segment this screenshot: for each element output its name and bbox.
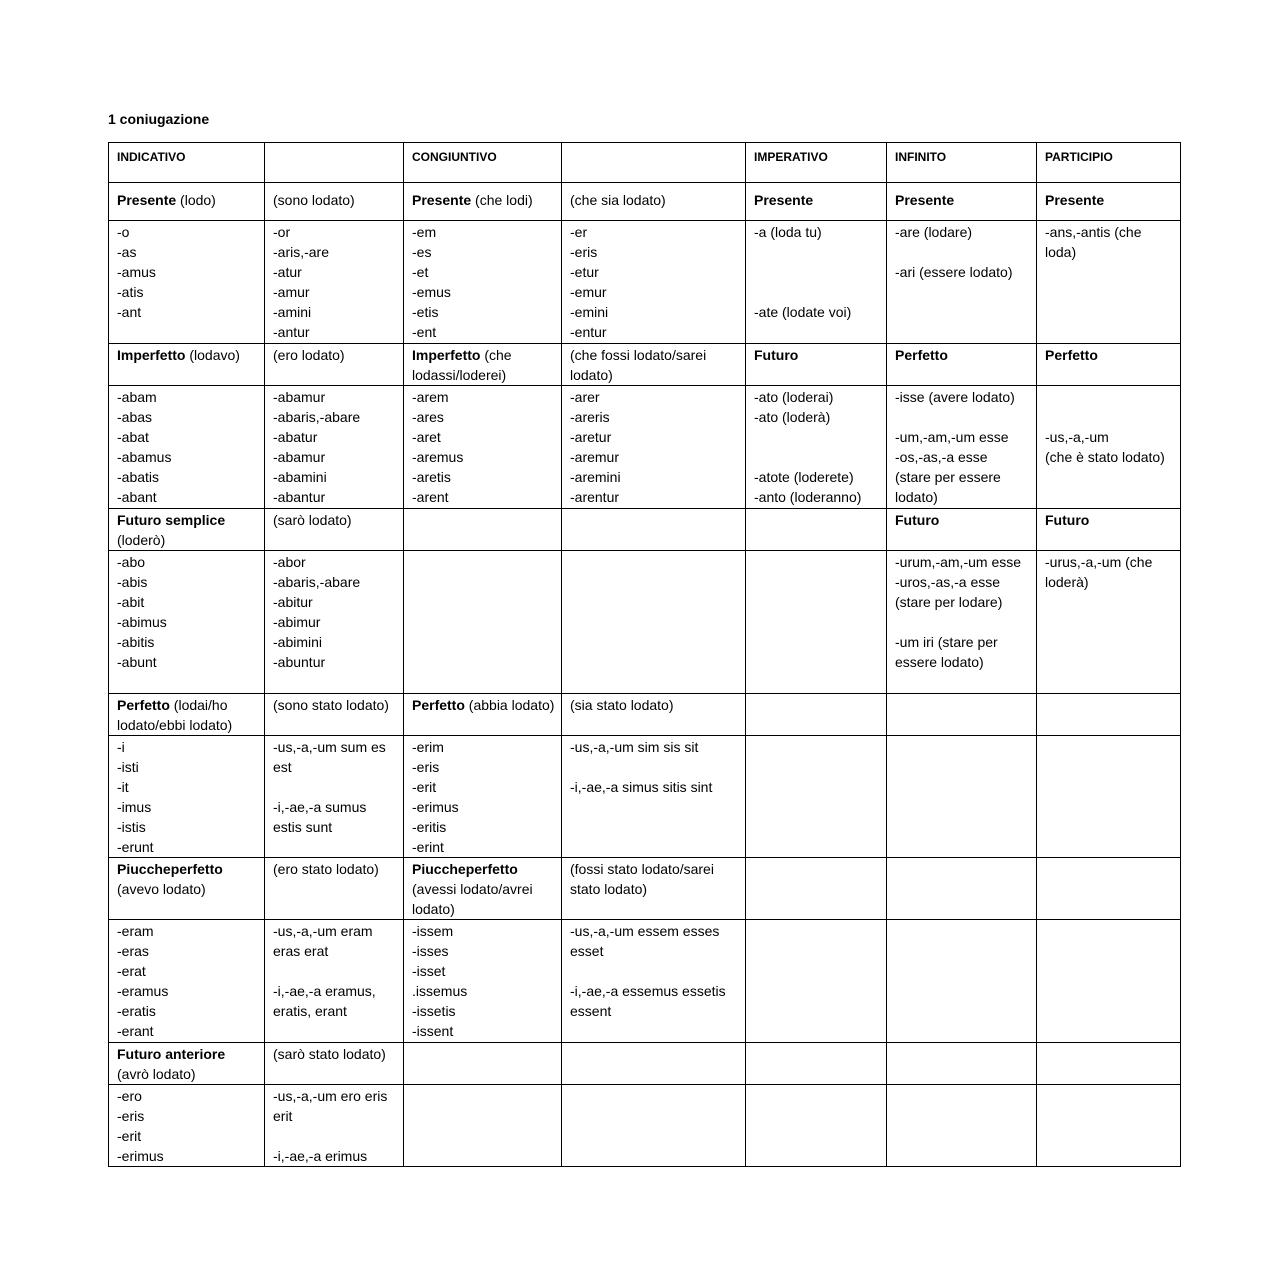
header-infinito: INFINITO — [895, 150, 947, 164]
tense-forms-row-piuccheperfetto — [109, 920, 1181, 1043]
tense-forms-row-futuro — [109, 551, 1181, 694]
tense-label-cell — [1037, 183, 1181, 221]
endings-cell — [1037, 1085, 1181, 1167]
tense-label-row-piuccheperfetto — [109, 858, 1181, 920]
tense-label-cell — [404, 858, 562, 920]
endings-cell — [887, 736, 1037, 858]
tense-name: Futuro — [895, 512, 940, 528]
endings-cell: -abor -abaris,-abare -abitur -abimur -abimini -abuntur — [265, 551, 404, 694]
endings-cell — [746, 920, 887, 1043]
tense-translation: (lodo) — [176, 192, 216, 208]
tense-label-cell — [887, 509, 1037, 551]
tense-label-cell — [404, 183, 562, 221]
tense-label-cell — [109, 858, 265, 920]
endings-cell — [1037, 920, 1181, 1043]
header-imperativo: IMPERATIVO — [754, 150, 828, 164]
tense-name: Presente — [1045, 192, 1105, 208]
tense-translation: (ero stato lodato) — [273, 861, 379, 877]
tense-label-cell — [562, 694, 746, 736]
tense-translation: (sarò stato lodato) — [273, 1046, 386, 1062]
tense-translation: (sarò lodato) — [273, 512, 352, 528]
header-congiuntivo: CONGIUNTIVO — [412, 150, 497, 164]
endings-cell: -ans,-antis (che loda) — [1037, 221, 1181, 344]
endings-cell: -urum,-am,-um esse -uros,-as,-a esse (stare per lodare) -um iri (stare per essere lodato) — [887, 551, 1037, 694]
tense-translation: (lodavo) — [185, 347, 240, 363]
tense-label-row-presente — [109, 183, 1181, 221]
tense-label-cell — [887, 694, 1037, 736]
tense-label-row-futuro-anteriore — [109, 1043, 1181, 1085]
endings-cell: -arer -areris -aretur -aremur -aremini -arentur — [562, 386, 746, 509]
tense-label-cell — [562, 183, 746, 221]
tense-name: Presente — [117, 192, 177, 208]
endings-cell: -or -aris,-are -atur -amur -amini -antur — [265, 221, 404, 344]
tense-label-cell — [746, 509, 887, 551]
endings-cell: -i -isti -it -imus -istis -erunt — [109, 736, 265, 858]
tense-label-cell — [265, 1043, 404, 1085]
tense-label-cell — [887, 344, 1037, 386]
endings-cell: -eram -eras -erat -eramus -eratis -erant — [109, 920, 265, 1043]
document-title: 1 coniugazione — [108, 111, 210, 127]
tense-name: Futuro — [754, 347, 799, 363]
endings-cell — [746, 1085, 887, 1167]
header-cell — [109, 143, 265, 183]
tense-label-cell — [562, 858, 746, 920]
tense-label-row-perfetto — [109, 694, 1181, 736]
tense-label-cell — [1037, 509, 1181, 551]
tense-label-cell — [109, 344, 265, 386]
table-body — [109, 143, 1181, 1167]
endings-cell — [562, 1085, 746, 1167]
tense-translation: (che lodi) — [471, 192, 533, 208]
endings-cell — [562, 551, 746, 694]
tense-label-cell — [1037, 858, 1181, 920]
tense-label-cell — [746, 183, 887, 221]
endings-cell: -us,-a,-um sum es est -i,-ae,-a sumus estis sunt — [265, 736, 404, 858]
header-cell — [404, 143, 562, 183]
endings-cell: -abo -abis -abit -abimus -abitis -abunt — [109, 551, 265, 694]
tense-translation: (fossi stato lodato/sarei stato lodato) — [570, 861, 714, 897]
endings-cell: -abamur -abaris,-abare -abatur -abamur -abamini -abantur — [265, 386, 404, 509]
endings-cell — [887, 1085, 1037, 1167]
tense-label-cell — [746, 344, 887, 386]
endings-cell: -us,-a,-um eram eras erat -i,-ae,-a eramus, eratis, erant — [265, 920, 404, 1043]
tense-name: Presente — [895, 192, 955, 208]
tense-label-cell — [1037, 1043, 1181, 1085]
tense-label-cell — [265, 509, 404, 551]
tense-label-cell — [746, 694, 887, 736]
tense-label-cell — [109, 509, 265, 551]
tense-translation: (avevo lodato) — [117, 881, 206, 897]
tense-label-cell — [887, 183, 1037, 221]
tense-label-cell — [1037, 344, 1181, 386]
endings-cell: -o -as -amus -atis -ant — [109, 221, 265, 344]
tense-translation: (sia stato lodato) — [570, 697, 674, 713]
header-cell — [265, 143, 404, 183]
tense-forms-row-futuro-anteriore — [109, 1085, 1181, 1167]
tense-name: Futuro anteriore — [117, 1046, 226, 1062]
header-cell — [562, 143, 746, 183]
tense-name: Piuccheperfetto — [412, 861, 518, 877]
tense-label-row-futuro — [109, 509, 1181, 551]
tense-forms-row-perfetto — [109, 736, 1181, 858]
endings-cell — [746, 736, 887, 858]
tense-label-cell — [746, 1043, 887, 1085]
tense-name: Futuro — [1045, 512, 1090, 528]
tense-label-cell — [265, 344, 404, 386]
endings-cell: -us,-a,-um essem esses esset -i,-ae,-a essemus essetis essent — [562, 920, 746, 1043]
endings-cell — [746, 551, 887, 694]
endings-cell: -isse (avere lodato) -um,-am,-um esse -os,-as,-a esse (stare per essere lodato) — [887, 386, 1037, 509]
tense-label-cell — [887, 1043, 1037, 1085]
endings-cell: -abam -abas -abat -abamus -abatis -abant — [109, 386, 265, 509]
endings-cell — [404, 1085, 562, 1167]
endings-cell: -us,-a,-um sim sis sit -i,-ae,-a simus sitis sint — [562, 736, 746, 858]
endings-cell: -us,-a,-um ero eris erit -i,-ae,-a erimus — [265, 1085, 404, 1167]
tense-translation: (abbia lodato) — [464, 697, 555, 713]
tense-label-row-imperfetto — [109, 344, 1181, 386]
endings-cell: -are (lodare) -ari (essere lodato) — [887, 221, 1037, 344]
tense-name: Perfetto — [895, 347, 948, 363]
conjugation-table — [108, 142, 1181, 1167]
tense-translation: (avrò lodato) — [117, 1066, 196, 1082]
tense-label-cell — [746, 858, 887, 920]
header-cell — [887, 143, 1037, 183]
endings-cell: -us,-a,-um (che è stato lodato) — [1037, 386, 1181, 509]
endings-cell: -ato (loderai) -ato (loderà) -atote (loderete) -anto (loderanno) — [746, 386, 887, 509]
tense-name: Presente — [412, 192, 472, 208]
endings-cell: -er -eris -etur -emur -emini -entur — [562, 221, 746, 344]
endings-cell — [404, 551, 562, 694]
tense-name: Perfetto — [1045, 347, 1098, 363]
tense-translation: (che lodassi/loderei) — [412, 347, 512, 383]
tense-name: Presente — [754, 192, 814, 208]
endings-cell — [887, 920, 1037, 1043]
tense-label-cell — [562, 1043, 746, 1085]
tense-label-cell — [562, 344, 746, 386]
tense-label-cell — [109, 183, 265, 221]
endings-cell: -arem -ares -aret -aremus -aretis -arent — [404, 386, 562, 509]
tense-label-cell — [1037, 694, 1181, 736]
endings-cell: -ero -eris -erit -erimus — [109, 1085, 265, 1167]
endings-cell: -erim -eris -erit -erimus -eritis -erint — [404, 736, 562, 858]
tense-label-cell — [109, 694, 265, 736]
tense-name: Perfetto — [412, 697, 465, 713]
tense-translation: (che sia lodato) — [570, 192, 666, 208]
tense-translation: (sono lodato) — [273, 192, 355, 208]
tense-label-cell — [404, 509, 562, 551]
tense-label-cell — [887, 858, 1037, 920]
tense-translation: (avessi lodato/avrei lodato) — [412, 881, 533, 917]
endings-cell — [1037, 736, 1181, 858]
tense-name: Imperfetto — [412, 347, 481, 363]
tense-name: Piuccheperfetto — [117, 861, 223, 877]
tense-label-cell — [404, 344, 562, 386]
table-header-row — [109, 143, 1181, 183]
tense-label-cell — [109, 1043, 265, 1085]
tense-name: Perfetto — [117, 697, 170, 713]
header-participio: PARTICIPIO — [1045, 150, 1113, 164]
tense-translation: (ero lodato) — [273, 347, 345, 363]
endings-cell: -urus,-a,-um (che loderà) — [1037, 551, 1181, 694]
endings-cell: -issem -isses -isset .issemus -issetis -issent — [404, 920, 562, 1043]
tense-name: Futuro semplice — [117, 512, 226, 528]
tense-label-cell — [265, 694, 404, 736]
endings-cell: -em -es -et -emus -etis -ent — [404, 221, 562, 344]
tense-translation: (lodai/ho lodato/ebbi lodato) — [117, 697, 233, 733]
tense-forms-row-presente — [109, 221, 1181, 344]
endings-cell: -a (loda tu) -ate (lodate voi) — [746, 221, 887, 344]
tense-label-cell — [562, 509, 746, 551]
tense-name: Imperfetto — [117, 347, 186, 363]
tense-translation: (loderò) — [117, 532, 166, 548]
tense-label-cell — [404, 694, 562, 736]
tense-translation: (che fossi lodato/sarei lodato) — [570, 347, 707, 383]
header-cell — [746, 143, 887, 183]
header-indicativo: INDICATIVO — [117, 150, 186, 164]
tense-label-cell — [404, 1043, 562, 1085]
tense-translation: (sono stato lodato) — [273, 697, 389, 713]
tense-forms-row-imperfetto — [109, 386, 1181, 509]
tense-label-cell — [265, 183, 404, 221]
tense-label-cell — [265, 858, 404, 920]
header-cell — [1037, 143, 1181, 183]
